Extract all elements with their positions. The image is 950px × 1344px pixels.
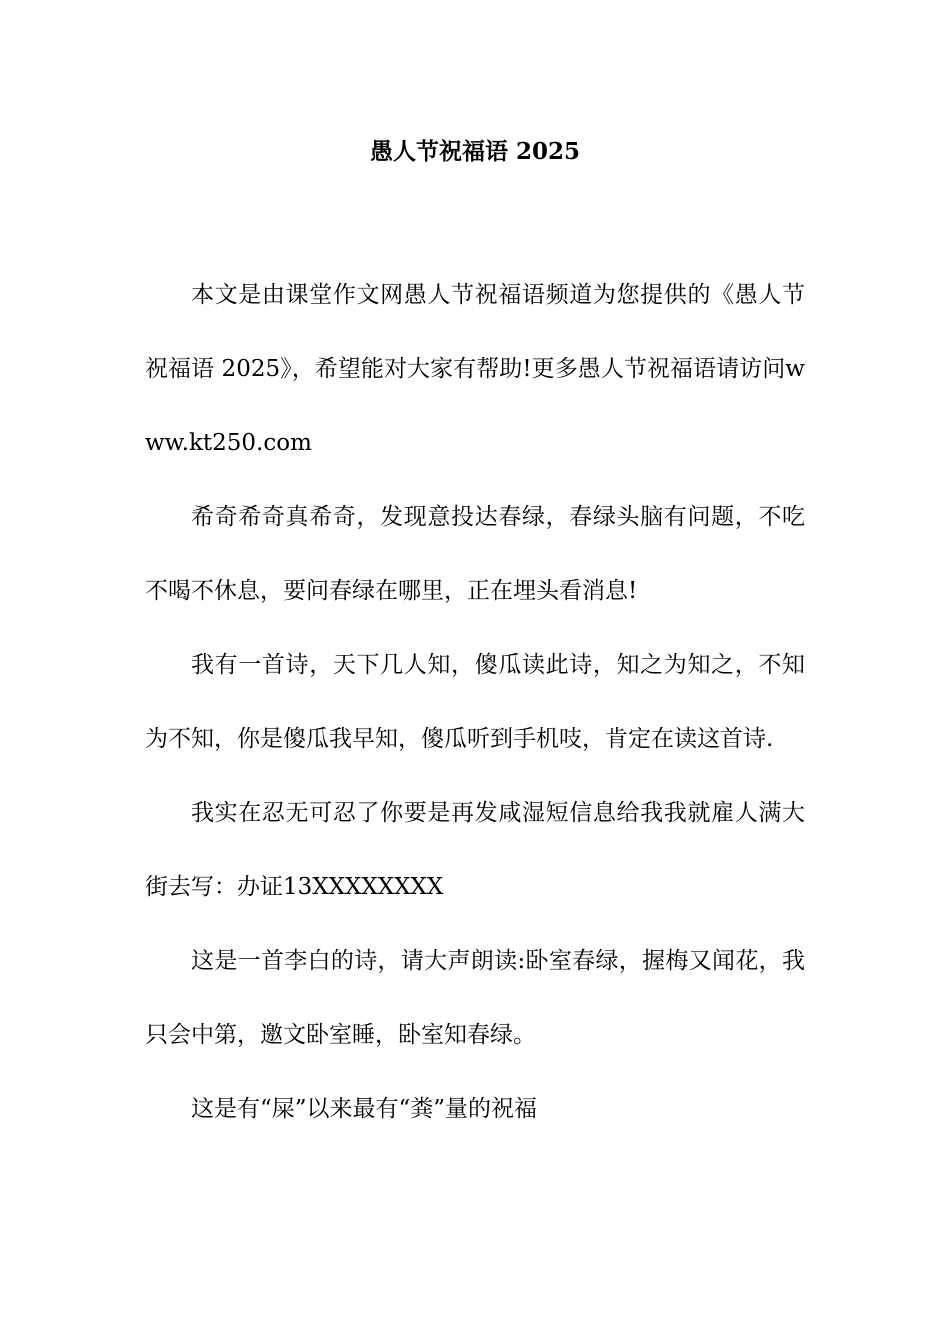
paragraph-blessing-5: 这是有“屎”以来最有“粪”量的祝福 — [191, 1096, 538, 1122]
paragraph-blessing-4: 这是一首李白的诗，请大声朗读:卧室春绿，握梅又闻花，我只会中第，邀文卧室睡，卧室知春绿。 — [145, 948, 805, 1048]
paragraph-intro: 本文是由课堂作文网愚人节祝福语频道为您提供的《愚人节祝福语 2025》，希望能对大家有帮助!更多愚人节祝福语请访问www.kt250.com — [145, 282, 805, 456]
document-title: 愚人节祝福语 2025 — [369, 138, 581, 165]
paragraph-blessing-2: 我有一首诗，天下几人知，傻瓜读此诗，知之为知之，不知为不知，你是傻瓜我早知，傻瓜听到手机吱，肯定在读这首诗. — [145, 652, 805, 752]
document-body — [145, 258, 805, 1146]
paragraph-blessing-3: 我实在忍无可忍了你要是再发咸湿短信息给我我就雇人满大街去写：办证13XXXXXXXX — [145, 800, 805, 900]
paragraph-blessing-1: 希奇希奇真希奇，发现意投达春绿，春绿头脑有问题，不吃不喝不休息，要问春绿在哪里，正在埋头看消息! — [145, 504, 805, 604]
